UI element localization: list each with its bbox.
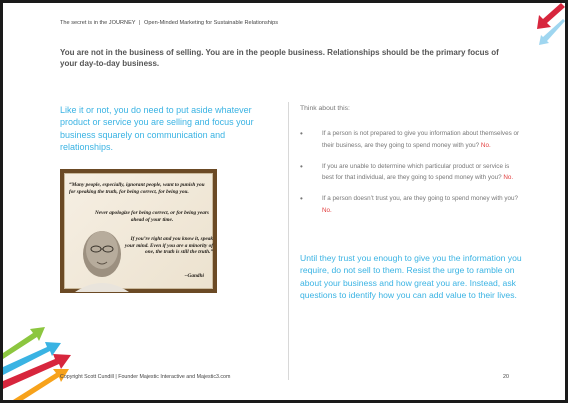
header-separator: | — [139, 20, 141, 26]
quote-line-3: If you’re right and you know it, speak your mind. Even if you are a minority of one, the truth is still the truth.” — [124, 236, 213, 256]
bullet-text: If you are unable to determine which particular product or service is best for that individual, are they going to spend money with you? — [322, 162, 510, 182]
list-item — [300, 193, 520, 216]
page-number: 20 — [503, 374, 509, 380]
bullet-icon: • — [300, 194, 303, 204]
question-list — [300, 128, 520, 226]
bullet-icon: • — [300, 129, 303, 138]
bullet-icon: • — [300, 161, 303, 171]
quote-line-2: Never apologize for being correct, or for being years ahead of your time. — [94, 210, 209, 223]
decorative-arrows-top-right-icon — [525, 3, 565, 47]
column-divider — [288, 102, 289, 380]
footer-separator: | — [115, 374, 117, 380]
bullet-text: If a person is not prepared to give you information about themselves or their business, are they going to spend money with you? — [322, 130, 520, 149]
quote-line-1: “Many people, especially, ignorant people, want to punish you for speaking the truth, for being correct, for being you. — [69, 182, 205, 195]
quote-background — [64, 173, 213, 289]
footer-founder: Founder Majestic Interactive and Majestic3.com — [118, 374, 231, 380]
decorative-arrows-bottom-left-icon — [3, 323, 83, 400]
document-page — [3, 3, 565, 400]
page-header — [60, 20, 440, 26]
right-highlight-text: Until they trust you enough to give you the information you require, do not sell to them. Resist the urge to ramble on about your business and how great you are. Instead, ask questions to identify how you can add value to their lives. — [300, 253, 522, 301]
header-subtitle: Open-Minded Marketing for Sustainable Relationships — [144, 20, 279, 26]
list-item — [300, 128, 520, 151]
quote-author: ~Gandhi — [184, 273, 204, 279]
left-highlight-text: Like it or not, you do need to put aside whatever product or service you are selling and focus your business squarely on communication and relationships. — [60, 105, 254, 153]
page-footer — [60, 374, 230, 380]
list-item — [300, 161, 520, 184]
gandhi-quote-image — [60, 169, 217, 293]
bullet-answer: No. — [480, 141, 491, 149]
think-about-label: Think about this: — [300, 105, 350, 112]
bullet-text: If a person doesn’t trust you, are they going to spend money with you? — [322, 195, 519, 203]
gandhi-portrait-icon — [67, 220, 137, 292]
lead-statement: You are not in the business of selling. You are in the people business. Relationships should be the primary focus of your day-to-day business. — [60, 48, 499, 68]
footer-copyright: Copyright Scott Cundill — [60, 374, 114, 380]
bullet-answer: No. — [322, 206, 332, 214]
header-title: The secret is in the JOURNEY — [60, 20, 136, 26]
bullet-answer: No. — [503, 174, 514, 182]
